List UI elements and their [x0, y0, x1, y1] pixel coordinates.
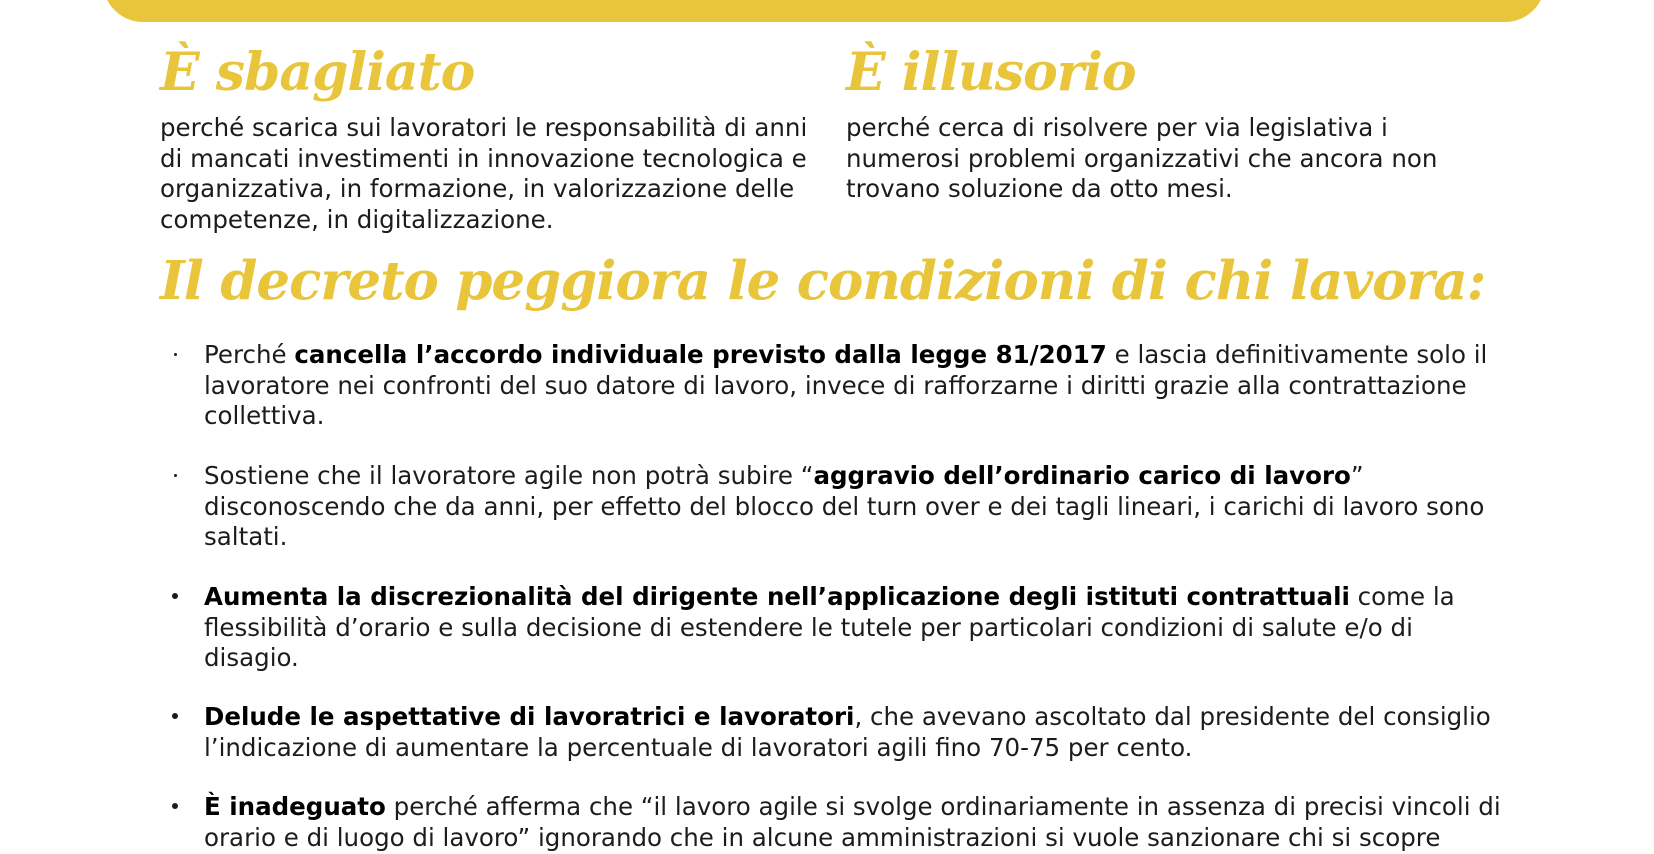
bullet-text — [204, 582, 1504, 674]
bullet-text-post: come la flessibilità d’orario e sulla decisione di estendere le tutele per particolari condizioni di salute e/o di disagio. — [204, 582, 1455, 672]
heading-illusorio: È illusorio — [846, 42, 1136, 103]
bullet-dot-icon — [172, 803, 178, 809]
bullet-dot-icon — [174, 353, 177, 356]
bullet-text-pre: Sostiene che il lavoratore agile non potrà subire “ — [204, 461, 814, 490]
bullet-text-post: , che avevano ascoltato dal presidente del consiglio l’indicazione di aumentare la percentuale di lavoratori agili fino 70-75 per cento. — [204, 702, 1491, 762]
paragraph-sbagliato: perché scarica sui lavoratori le responsabilità di anni di mancati investimenti in innovazione tecnologica e organizzativa, in formazione, in valorizzazione delle competenze, in digitalizzazione. — [160, 113, 808, 234]
bullet-text — [204, 340, 1504, 432]
bullet-dot-icon — [172, 713, 178, 719]
bullet-dot-icon — [172, 593, 178, 599]
bullet-text-bold: È inadeguato — [204, 792, 386, 821]
bullet-text-bold: cancella l’accordo individuale previsto dalla legge 81/2017 — [294, 340, 1107, 369]
bullet-text-post: ” disconoscendo che da anni, per effetto del blocco del turn over e dei tagli lineari, i carichi di lavoro sono saltati. — [204, 461, 1485, 551]
bullet-text-bold: Aumenta la discrezionalità del dirigente nell’applicazione degli istituti contrattuali — [204, 582, 1350, 611]
bullet-text — [204, 702, 1504, 763]
bullet-text-post: perché afferma che “il lavoro agile si svolge ordinariamente in assenza di precisi vincoli di orario e di luogo di lavoro” ignorando che in alcune amministrazioni si vuole sanzionare chi si scopre — [204, 792, 1501, 852]
heading-decreto: Il decreto peggiora le condizioni di chi lavora: — [160, 250, 1486, 312]
bullet-text-bold: Delude le aspettative di lavoratrici e lavoratori — [204, 702, 855, 731]
bullet-text — [204, 792, 1504, 853]
bullet-dot-icon — [174, 474, 177, 477]
bullet-text-pre: Perché — [204, 340, 295, 369]
paragraph-illusorio: perché cerca di risolvere per via legislativa i numerosi problemi organizzativi che ancora non trovano soluzione da otto mesi. — [846, 113, 1438, 203]
bullet-text-bold: aggravio dell’ordinario carico di lavoro — [813, 461, 1351, 490]
top-banner — [103, 0, 1545, 22]
heading-sbagliato: È sbagliato — [160, 42, 475, 103]
bullet-text-post: e lascia definitivamente solo il lavoratore nei confronti del suo datore di lavoro, invece di rafforzarne i diritti grazie alla contrattazione collettiva. — [204, 340, 1488, 430]
bullet-text — [204, 461, 1504, 553]
